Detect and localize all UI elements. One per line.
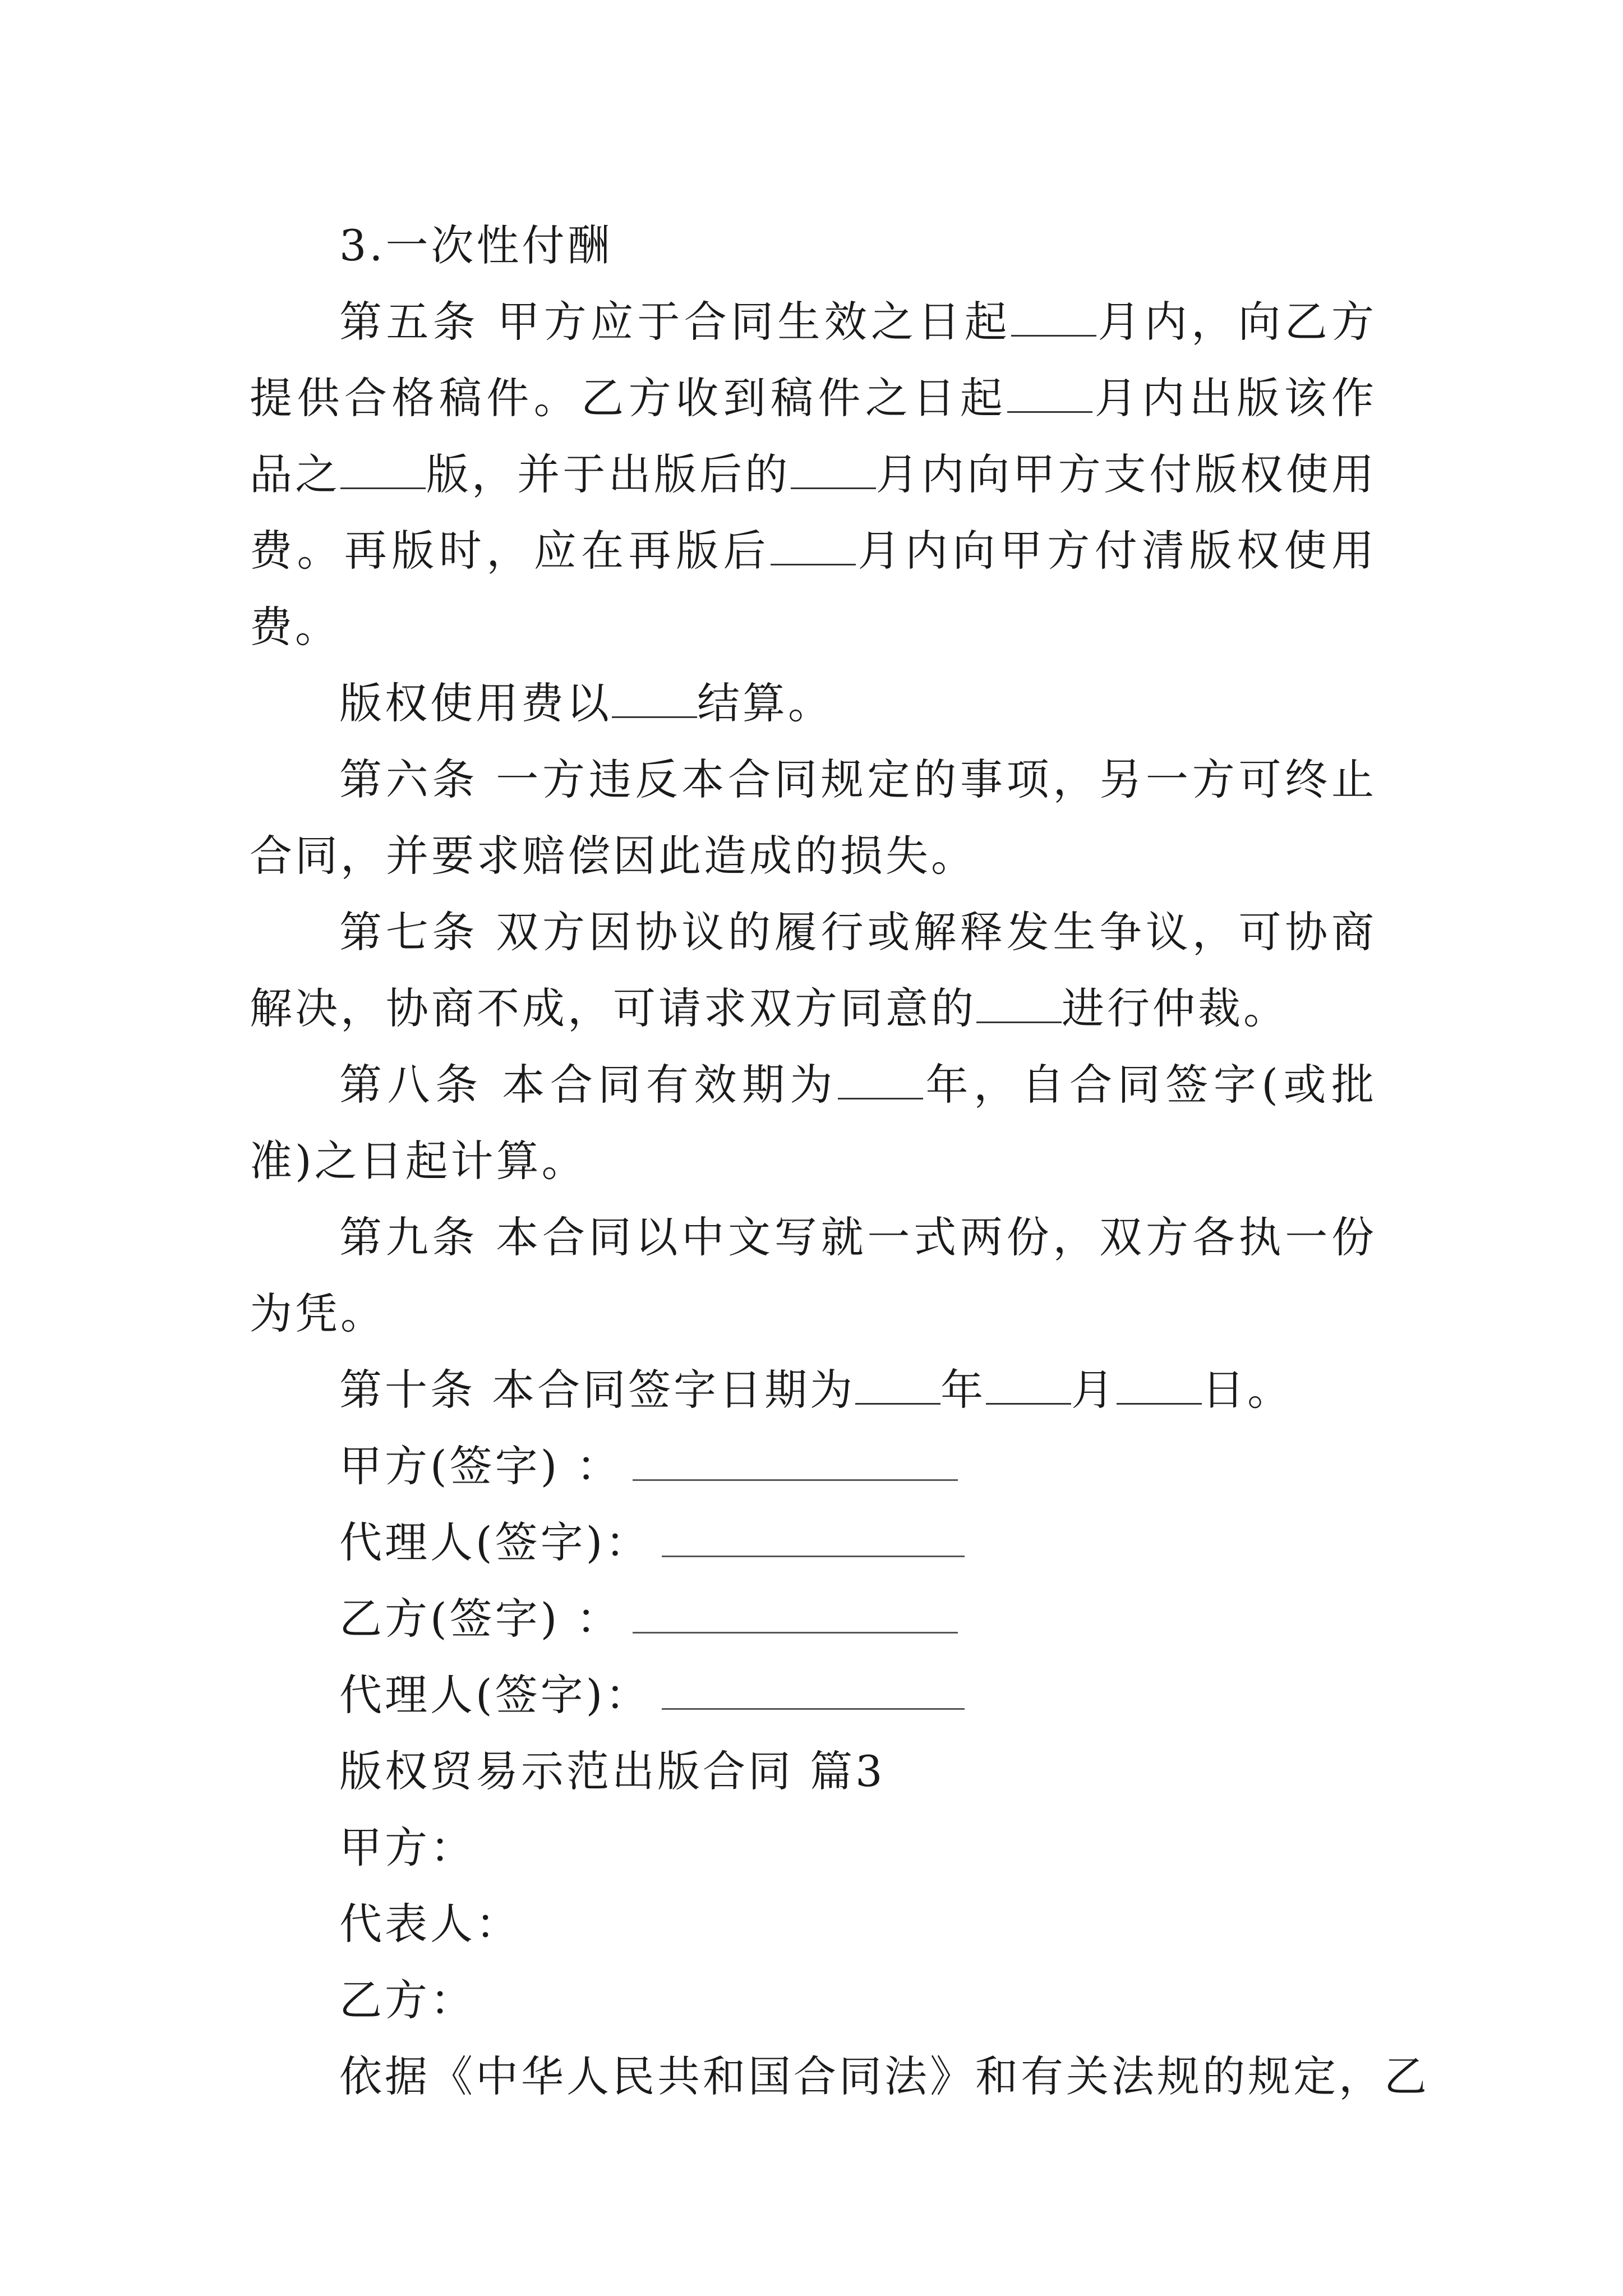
item-one-time-payment (250, 208, 1377, 284)
signature-line (633, 1594, 958, 1634)
article-5-text: 第五条 甲方应于合同生效之日起 (339, 297, 1012, 347)
article-10-text: 第十条 本合同签字日期为 (339, 1365, 856, 1415)
fill-blank (986, 1365, 1071, 1405)
legal-basis-text: 依据《中华人民共和国合同法》和有关法规的规定，乙 (339, 2051, 1430, 2101)
article-5-text: 月内向甲方支付版权使用费。再版时，应在再版后 (250, 449, 1377, 576)
article-5-text: 月内出版该作品之 (250, 373, 1377, 499)
party-b-field (250, 1962, 1377, 2039)
signature-line (633, 1441, 958, 1481)
fill-blank (855, 1365, 940, 1405)
article-7-text: 第七条 双方因协议的履行或解释发生争议，可协商解决，协商不成，可请求双方同意的 (250, 907, 1377, 1033)
representative-field (250, 1886, 1377, 1962)
signature-label: 乙方(签字) ： (339, 1594, 622, 1644)
signature-agent-b (250, 1657, 1377, 1733)
article-10-text: 月 (1071, 1365, 1117, 1415)
article-8 (250, 1047, 1377, 1199)
article-7-text: 进行仲裁。 (1062, 983, 1289, 1033)
fill-blank (1011, 297, 1096, 337)
article-10-text: 日。 (1202, 1365, 1293, 1415)
party-a-field (250, 1810, 1377, 1886)
article-6-text: 第六条 一方违反本合同规定的事项，另一方可终止合同，并要求赔偿因此造成的损失。 (250, 754, 1377, 881)
royalty-settlement (250, 665, 1377, 742)
article-5 (250, 284, 1377, 665)
signature-label: 甲方(签字) ： (339, 1441, 622, 1491)
article-6 (250, 742, 1377, 894)
article-8-text: 年，自合同签字(或批准)之日起计算。 (250, 1060, 1377, 1186)
fill-blank (1007, 373, 1092, 413)
article-5-text: 版，并于出版后的 (426, 449, 791, 499)
signature-label: 代理人(签字)： (339, 1517, 651, 1567)
article-5-text: 月内，向乙方提供合格稿件。乙方收到稿件之日起 (250, 297, 1377, 423)
fill-blank (1117, 1365, 1202, 1405)
article-7 (250, 894, 1377, 1047)
fill-blank (838, 1060, 923, 1099)
legal-basis (250, 2039, 1430, 2115)
article-10-text: 年 (940, 1365, 986, 1415)
article-5-text: 月内向甲方付清版权使用费。 (250, 526, 1377, 652)
article-9 (250, 1199, 1377, 1352)
signature-line (662, 1670, 965, 1710)
signature-party-b (250, 1581, 1377, 1657)
signature-label: 代理人(签字)： (339, 1670, 651, 1720)
section-heading-text: 版权贸易示范出版合同 篇3 (339, 1746, 886, 1796)
article-8-text: 第八条 本合同有效期为 (339, 1060, 838, 1110)
fill-blank (791, 449, 876, 489)
item-text: 3.一次性付酬 (339, 220, 613, 270)
article-9-text: 第九条 本合同以中文写就一式两份，双方各执一份为凭。 (250, 1212, 1377, 1338)
settlement-text: 版权使用费以 (339, 678, 612, 728)
fill-blank (340, 449, 426, 489)
party-a-label: 甲方： (339, 1823, 476, 1872)
document-body (250, 208, 1430, 2115)
signature-agent-a (250, 1504, 1377, 1581)
settlement-text: 结算。 (697, 678, 833, 728)
fill-blank (976, 983, 1062, 1023)
fill-blank (771, 526, 856, 565)
party-b-label: 乙方： (339, 1975, 476, 2025)
signature-party-a (250, 1428, 1377, 1504)
signature-line (662, 1517, 965, 1557)
representative-label: 代表人： (339, 1899, 521, 1949)
section-heading (250, 1733, 1377, 1810)
fill-blank (612, 678, 697, 718)
article-10 (250, 1352, 1377, 1428)
